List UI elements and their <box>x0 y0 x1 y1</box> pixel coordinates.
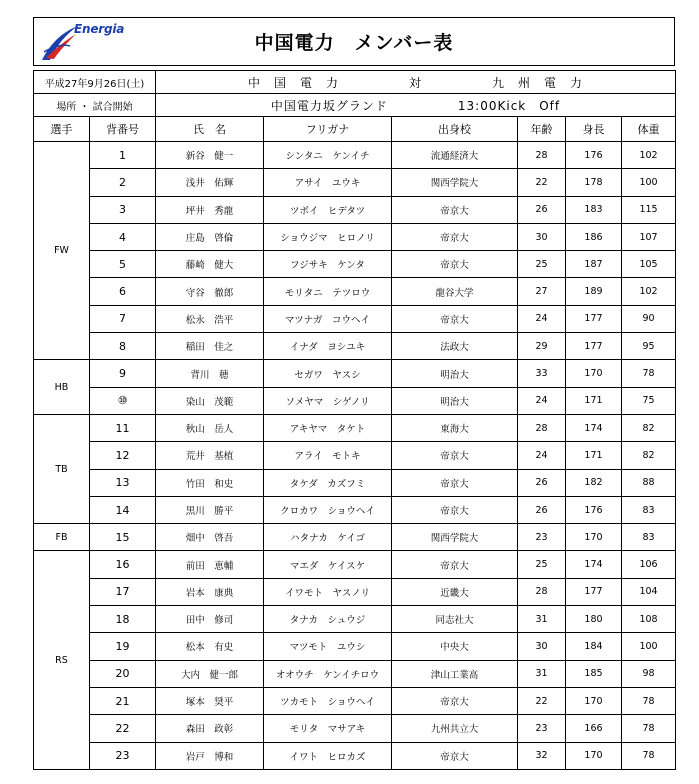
table-row <box>34 223 676 250</box>
player-kana: タナカ シュウジ <box>264 606 392 633</box>
venue-kickoff <box>156 94 676 117</box>
player-name: 大内 健一郎 <box>156 660 264 687</box>
player-name: 藤崎 健大 <box>156 251 264 278</box>
jersey-number: 12 <box>90 442 156 469</box>
table-row <box>34 169 676 196</box>
jersey-number: 5 <box>90 251 156 278</box>
jersey-number: 20 <box>90 660 156 687</box>
player-kana: クロカワ ショウヘイ <box>264 496 392 523</box>
player-name: 庄島 啓倫 <box>156 223 264 250</box>
table-row <box>34 551 676 578</box>
player-height: 177 <box>566 333 622 360</box>
player-height: 171 <box>566 442 622 469</box>
jersey-number: 19 <box>90 633 156 660</box>
column-header: フリガナ <box>264 117 392 142</box>
player-school: 東海大 <box>392 414 518 441</box>
player-school: 九州共立大 <box>392 715 518 742</box>
player-kana: アキヤマ タケト <box>264 414 392 441</box>
player-school: 明治大 <box>392 360 518 387</box>
player-height: 186 <box>566 223 622 250</box>
table-row <box>34 414 676 441</box>
jersey-number: 7 <box>90 305 156 332</box>
player-weight: 107 <box>622 223 676 250</box>
player-name: 守谷 徹郎 <box>156 278 264 305</box>
kickoff-time: 13:00Kick Off <box>457 98 561 113</box>
player-kana: アサイ ユウキ <box>264 169 392 196</box>
player-height: 170 <box>566 742 622 769</box>
table-row <box>34 633 676 660</box>
position-hb: HB <box>34 360 90 415</box>
player-height: 170 <box>566 524 622 551</box>
table-row <box>34 196 676 223</box>
player-age: 24 <box>518 442 566 469</box>
column-header-row <box>34 117 676 142</box>
position-rs: RS <box>34 551 90 769</box>
table-row <box>34 251 676 278</box>
player-age: 32 <box>518 742 566 769</box>
player-height: 174 <box>566 551 622 578</box>
table-row <box>34 333 676 360</box>
player-age: 28 <box>518 142 566 169</box>
jersey-number: 2 <box>90 169 156 196</box>
jersey-number: 15 <box>90 524 156 551</box>
column-header: 年齢 <box>518 117 566 142</box>
player-height: 166 <box>566 715 622 742</box>
player-weight: 104 <box>622 578 676 605</box>
player-age: 23 <box>518 524 566 551</box>
table-row <box>34 660 676 687</box>
jersey-number: 1 <box>90 142 156 169</box>
player-weight: 78 <box>622 360 676 387</box>
player-weight: 83 <box>622 496 676 523</box>
player-school: 帝京大 <box>392 196 518 223</box>
player-weight: 95 <box>622 333 676 360</box>
player-height: 180 <box>566 606 622 633</box>
player-kana: マツナガ コウヘイ <box>264 305 392 332</box>
player-height: 184 <box>566 633 622 660</box>
player-school: 帝京大 <box>392 551 518 578</box>
player-school: 中央大 <box>392 633 518 660</box>
player-age: 22 <box>518 687 566 714</box>
player-name: 新谷 健一 <box>156 142 264 169</box>
player-school: 帝京大 <box>392 687 518 714</box>
player-height: 171 <box>566 387 622 414</box>
player-height: 189 <box>566 278 622 305</box>
table-row <box>34 387 676 414</box>
table-row <box>34 442 676 469</box>
player-height: 182 <box>566 469 622 496</box>
player-kana: アライ モトキ <box>264 442 392 469</box>
jersey-number: 6 <box>90 278 156 305</box>
venue-name: 中国電力坂グランド <box>270 98 388 113</box>
match-date: 平成27年9月26日(土) <box>34 71 156 94</box>
player-school: 帝京大 <box>392 442 518 469</box>
player-name: 岩本 康典 <box>156 578 264 605</box>
player-school: 帝京大 <box>392 251 518 278</box>
player-name: 背川 穂 <box>156 360 264 387</box>
player-height: 177 <box>566 305 622 332</box>
jersey-number: 22 <box>90 715 156 742</box>
player-kana: ツボイ ヒデタツ <box>264 196 392 223</box>
player-name: 前田 恵輔 <box>156 551 264 578</box>
jersey-number: 17 <box>90 578 156 605</box>
jersey-number: 21 <box>90 687 156 714</box>
player-weight: 102 <box>622 278 676 305</box>
position-fw: FW <box>34 142 90 360</box>
player-age: 30 <box>518 633 566 660</box>
table-row <box>34 687 676 714</box>
player-age: 26 <box>518 469 566 496</box>
player-kana: オオウチ ケンイチロウ <box>264 660 392 687</box>
player-name: 森田 政彰 <box>156 715 264 742</box>
column-header: 身長 <box>566 117 622 142</box>
table-row <box>34 305 676 332</box>
player-school: 帝京大 <box>392 305 518 332</box>
player-age: 28 <box>518 578 566 605</box>
player-kana: ツカモト ショウヘイ <box>264 687 392 714</box>
player-name: 稲田 佳之 <box>156 333 264 360</box>
table-row <box>34 496 676 523</box>
player-weight: 82 <box>622 414 676 441</box>
player-kana: シンタニ ケンイチ <box>264 142 392 169</box>
player-age: 25 <box>518 251 566 278</box>
jersey-number: 11 <box>90 414 156 441</box>
player-school: 関西学院大 <box>392 169 518 196</box>
column-header: 体重 <box>622 117 676 142</box>
column-header: 出身校 <box>392 117 518 142</box>
jersey-number: 4 <box>90 223 156 250</box>
player-weight: 115 <box>622 196 676 223</box>
player-kana: フジサキ ケンタ <box>264 251 392 278</box>
player-school: 帝京大 <box>392 742 518 769</box>
match-teams <box>156 71 676 94</box>
player-height: 170 <box>566 687 622 714</box>
player-kana: タケダ カズフミ <box>264 469 392 496</box>
player-age: 23 <box>518 715 566 742</box>
player-height: 187 <box>566 251 622 278</box>
match-row <box>34 71 676 94</box>
jersey-number: 16 <box>90 551 156 578</box>
player-height: 177 <box>566 578 622 605</box>
table-row <box>34 278 676 305</box>
column-header: 選手 <box>34 117 90 142</box>
player-weight: 108 <box>622 606 676 633</box>
player-weight: 100 <box>622 169 676 196</box>
player-weight: 90 <box>622 305 676 332</box>
jersey-number: 3 <box>90 196 156 223</box>
player-school: 近畿大 <box>392 578 518 605</box>
player-weight: 98 <box>622 660 676 687</box>
player-kana: セガワ ヤスシ <box>264 360 392 387</box>
table-row <box>34 742 676 769</box>
player-height: 174 <box>566 414 622 441</box>
table-row <box>34 606 676 633</box>
player-name: 坪井 秀龍 <box>156 196 264 223</box>
player-weight: 100 <box>622 633 676 660</box>
player-name: 畑中 啓吾 <box>156 524 264 551</box>
player-kana: マエダ ケイスケ <box>264 551 392 578</box>
player-name: 染山 茂範 <box>156 387 264 414</box>
player-school: 流通経済大 <box>392 142 518 169</box>
player-name: 黒川 勝平 <box>156 496 264 523</box>
home-team: 中 国 電 力 <box>248 75 340 90</box>
table-row <box>34 360 676 387</box>
player-age: 27 <box>518 278 566 305</box>
column-header: 氏 名 <box>156 117 264 142</box>
player-school: 帝京大 <box>392 223 518 250</box>
player-age: 24 <box>518 387 566 414</box>
player-school: 帝京大 <box>392 496 518 523</box>
player-kana: モリタ マサアキ <box>264 715 392 742</box>
page-title: 中国電力 メンバー表 <box>254 32 454 54</box>
table-row <box>34 469 676 496</box>
jersey-number: 14 <box>90 496 156 523</box>
player-name: 松永 浩平 <box>156 305 264 332</box>
venue-label: 場所 ・ 試合開始 <box>34 94 156 117</box>
player-age: 29 <box>518 333 566 360</box>
player-weight: 82 <box>622 442 676 469</box>
jersey-number: 8 <box>90 333 156 360</box>
player-name: 浅井 佑輝 <box>156 169 264 196</box>
player-kana: イワト ヒロカズ <box>264 742 392 769</box>
player-weight: 88 <box>622 469 676 496</box>
player-age: 31 <box>518 606 566 633</box>
player-kana: イワモト ヤスノリ <box>264 578 392 605</box>
player-age: 26 <box>518 496 566 523</box>
player-school: 関西学院大 <box>392 524 518 551</box>
player-school: 津山工業高 <box>392 660 518 687</box>
column-header: 背番号 <box>90 117 156 142</box>
position-fb: FB <box>34 524 90 551</box>
player-height: 176 <box>566 496 622 523</box>
player-name: 塚本 奨平 <box>156 687 264 714</box>
player-age: 25 <box>518 551 566 578</box>
player-weight: 105 <box>622 251 676 278</box>
player-name: 荒井 基植 <box>156 442 264 469</box>
table-row <box>34 715 676 742</box>
player-name: 岩戸 博和 <box>156 742 264 769</box>
player-weight: 106 <box>622 551 676 578</box>
player-kana: ハタナカ ケイゴ <box>264 524 392 551</box>
sheet-header <box>33 17 675 66</box>
player-name: 竹田 和史 <box>156 469 264 496</box>
table-row <box>34 524 676 551</box>
player-age: 24 <box>518 305 566 332</box>
player-weight: 78 <box>622 742 676 769</box>
player-weight: 75 <box>622 387 676 414</box>
jersey-number: 13 <box>90 469 156 496</box>
logo-text: Energia <box>74 22 125 36</box>
player-weight: 78 <box>622 715 676 742</box>
player-kana: ショウジマ ヒロノリ <box>264 223 392 250</box>
player-weight: 83 <box>622 524 676 551</box>
versus-label: 対 <box>409 75 423 90</box>
player-name: 田中 修司 <box>156 606 264 633</box>
member-table <box>33 70 676 770</box>
player-height: 178 <box>566 169 622 196</box>
jersey-number: 18 <box>90 606 156 633</box>
player-age: 30 <box>518 223 566 250</box>
position-tb: TB <box>34 414 90 523</box>
player-school: 明治大 <box>392 387 518 414</box>
player-school: 同志社大 <box>392 606 518 633</box>
jersey-number: 23 <box>90 742 156 769</box>
venue-row <box>34 94 676 117</box>
player-age: 28 <box>518 414 566 441</box>
player-age: 26 <box>518 196 566 223</box>
player-weight: 78 <box>622 687 676 714</box>
player-age: 31 <box>518 660 566 687</box>
player-kana: マツモト ユウシ <box>264 633 392 660</box>
player-height: 170 <box>566 360 622 387</box>
player-name: 松本 有史 <box>156 633 264 660</box>
player-age: 22 <box>518 169 566 196</box>
table-row <box>34 578 676 605</box>
player-school: 帝京大 <box>392 469 518 496</box>
player-kana: ソメヤマ シゲノリ <box>264 387 392 414</box>
jersey-number: ⑩ <box>90 387 156 414</box>
table-row <box>34 142 676 169</box>
player-height: 176 <box>566 142 622 169</box>
player-height: 185 <box>566 660 622 687</box>
player-weight: 102 <box>622 142 676 169</box>
player-school: 龍谷大学 <box>392 278 518 305</box>
player-name: 秋山 岳人 <box>156 414 264 441</box>
away-team: 九 州 電 力 <box>492 75 584 90</box>
player-kana: イナダ ヨシユキ <box>264 333 392 360</box>
player-school: 法政大 <box>392 333 518 360</box>
player-age: 33 <box>518 360 566 387</box>
player-height: 183 <box>566 196 622 223</box>
player-kana: モリタニ テツロウ <box>264 278 392 305</box>
jersey-number: 9 <box>90 360 156 387</box>
